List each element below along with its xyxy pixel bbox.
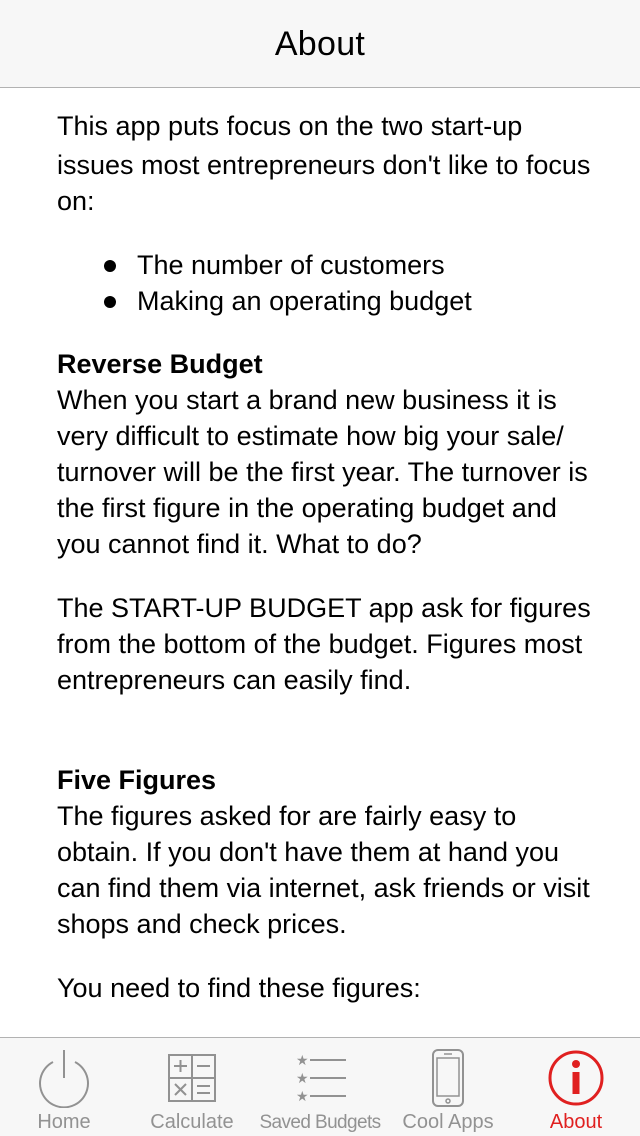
bullet-icon <box>104 260 116 272</box>
focus-list <box>57 247 597 319</box>
tab-cool-apps-label: Cool Apps <box>402 1111 494 1133</box>
tab-cool-apps[interactable] <box>384 1038 512 1136</box>
svg-text:★: ★ <box>296 1071 309 1087</box>
bullet-icon <box>104 296 116 308</box>
svg-text:★: ★ <box>296 1089 309 1105</box>
tab-calculate-label: Calculate <box>150 1111 234 1133</box>
calculator-icon <box>162 1048 222 1108</box>
tab-home-label: Home <box>37 1111 91 1133</box>
starred-list-icon <box>290 1048 350 1108</box>
tab-home[interactable] <box>0 1038 128 1136</box>
navigation-bar <box>0 0 640 88</box>
tab-bar <box>0 1037 640 1136</box>
five-figures-heading: Five Figures <box>57 765 217 795</box>
info-icon <box>546 1048 606 1108</box>
about-scroll-view[interactable] <box>0 89 640 1037</box>
phone-icon <box>418 1048 478 1108</box>
list-item: Making an operating budget <box>57 283 597 319</box>
list-item: The number of customers <box>57 247 597 283</box>
five-figures-paragraph: The figures asked for are fairly easy to obtain. If you don't have them at hand you can find them via internet, ask friends or visit shops and check prices. <box>57 801 590 939</box>
reverse-budget-paragraph: When you start a brand new business it is very difficult to estimate how big your sale/ turnover will be the first year. The turnover is the first figure in the operating budget and you cannot find it. What to do? <box>57 385 588 559</box>
tab-saved-budgets-label: Saved Budgets <box>259 1112 381 1133</box>
tab-about[interactable] <box>512 1038 640 1136</box>
startup-paragraph: The START-UP BUDGET app ask for figures from the bottom of the budget. Figures most entrepreneurs can easily find. <box>57 593 591 695</box>
page-title: About <box>274 25 366 63</box>
need-figures-paragraph: You need to find these figures: <box>57 973 421 1003</box>
intro-paragraph: issues most entrepreneurs don't like to focus on: <box>57 150 591 216</box>
tab-calculate[interactable] <box>128 1038 256 1136</box>
tab-about-label: About <box>549 1111 603 1133</box>
svg-text:★: ★ <box>296 1053 309 1069</box>
reverse-budget-heading: Reverse Budget <box>57 349 263 379</box>
power-icon <box>34 1048 94 1108</box>
clipped-top-line: This app puts focus on the two start-up <box>57 111 523 141</box>
tab-saved-budgets[interactable] <box>256 1038 384 1136</box>
